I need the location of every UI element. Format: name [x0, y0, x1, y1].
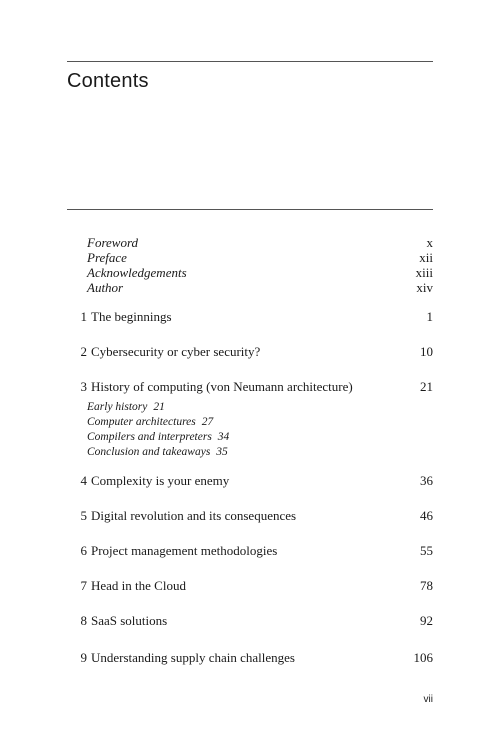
chapter-number: 2	[80, 344, 87, 359]
toc-entry-page: xiii	[415, 265, 433, 280]
toc-entry-preface	[87, 250, 433, 265]
chapter-number: 3	[80, 379, 87, 394]
section-title: Early history	[87, 401, 148, 413]
section-page: 35	[216, 446, 228, 458]
chapter-number: 4	[80, 473, 87, 488]
toc-section-computer-architectures	[87, 415, 229, 430]
chapter-title: Cybersecurity or cyber security?	[91, 344, 261, 359]
chapter-page: 46	[420, 508, 433, 523]
section-page: 27	[201, 416, 214, 428]
toc-entry-page: xiv	[416, 280, 433, 295]
chapter-page: 1	[426, 309, 433, 324]
toc-chapter-9	[67, 650, 433, 666]
toc-section-conclusion	[87, 445, 229, 460]
toc-entry-title: Foreword	[87, 235, 139, 250]
page-number: vii	[423, 694, 433, 705]
toc-chapter-2	[67, 344, 433, 360]
chapter-title: SaaS solutions	[91, 613, 168, 628]
chapter-page: 55	[420, 543, 433, 558]
page-title: Contents	[67, 70, 149, 92]
chapter-title: Complexity is your enemy	[91, 473, 230, 488]
chapter-title: History of computing (von Neumann architecture)	[91, 379, 353, 394]
toc-chapter-5	[67, 508, 433, 524]
toc-entry-title: Acknowledgements	[87, 265, 187, 280]
toc-entry-page: x	[426, 235, 433, 250]
toc-entry-page: xii	[419, 250, 433, 265]
chapter-page: 78	[420, 578, 433, 593]
chapter-3-sections	[87, 400, 229, 460]
chapter-title: Project management methodologies	[91, 543, 278, 558]
toc-entry-title: Author	[87, 280, 124, 295]
toc-chapter-1	[67, 309, 433, 325]
chapter-number: 5	[80, 508, 87, 523]
toc-section-compilers	[87, 430, 229, 445]
toc-chapter-6	[67, 543, 433, 559]
toc-entry-author	[87, 280, 433, 295]
top-rule	[67, 61, 433, 62]
section-page: 34	[217, 431, 230, 443]
toc-chapter-7	[67, 578, 433, 594]
chapter-number: 6	[80, 543, 87, 558]
chapter-number: 7	[80, 578, 87, 593]
toc-entry-foreword	[87, 235, 433, 250]
toc-entry-acknowledgements	[87, 265, 433, 280]
front-matter-list	[87, 235, 433, 295]
section-page: 21	[153, 401, 165, 413]
toc-entry-title: Preface	[87, 250, 127, 265]
section-title: Compilers and interpreters	[87, 431, 212, 443]
chapter-title: Understanding supply chain challenges	[91, 650, 295, 665]
chapter-number: 1	[80, 309, 87, 324]
toc-section-early-history	[87, 400, 229, 415]
toc-chapter-4	[67, 473, 433, 489]
section-title: Computer architectures	[87, 416, 196, 428]
chapter-page: 36	[420, 473, 433, 488]
toc-chapter-3	[67, 379, 433, 395]
chapter-page: 21	[420, 379, 433, 394]
section-title: Conclusion and takeaways	[87, 446, 211, 458]
chapter-number: 8	[80, 613, 87, 628]
chapter-title: The beginnings	[91, 309, 172, 324]
chapter-number: 9	[80, 650, 87, 665]
middle-rule	[67, 209, 433, 210]
chapter-page: 10	[420, 344, 433, 359]
chapter-page: 106	[413, 650, 433, 665]
chapter-title: Head in the Cloud	[91, 578, 186, 593]
chapter-title: Digital revolution and its consequences	[91, 508, 297, 523]
chapter-page: 92	[420, 613, 433, 628]
toc-chapter-8	[67, 613, 433, 629]
